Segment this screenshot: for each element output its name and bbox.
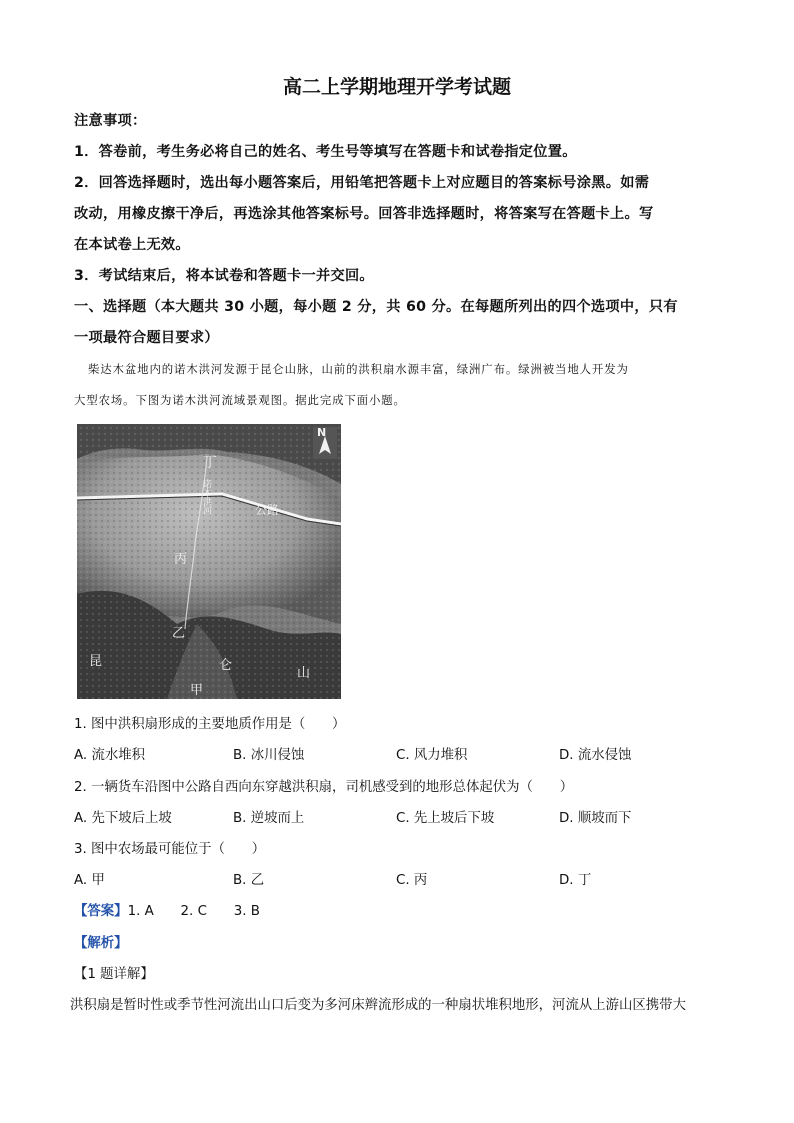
notice-item-2: 2．回答选择题时，选出每小题答案后，用铅笔把答题卡上对应题目的答案标号涂黑。如需	[74, 175, 650, 191]
analysis-text: 洪积扇是暂时性或季节性河流出山口后变为多河床辫流形成的一种扇状堆积地形，河流从上游山区携带大	[70, 998, 686, 1013]
passage-line-1: 柴达木盆地内的诺木洪河发源于昆仑山脉，山前的洪积扇水源丰富，绿洲广布。绿洲被当地人开发为	[88, 362, 629, 376]
q2-option-c: C. 先上坡后下坡	[396, 811, 495, 826]
label-bing: 丙	[174, 552, 188, 567]
question-2-stem: 2. 一辆货车沿图中公路自西向东穿越洪积扇，司机感受到的地形总体起伏为（ ）	[74, 780, 574, 795]
passage-line-2: 大型农场。下图为诺木洪河流域景观图。据此完成下面小题。	[74, 393, 406, 407]
question-1-stem: 1. 图中洪积扇形成的主要地质作用是（ ）	[74, 717, 346, 732]
q3-option-d: D. 丁	[559, 873, 592, 888]
answer-tag: 【答案】	[74, 904, 128, 919]
north-label: N	[317, 426, 327, 439]
q2-option-a: A. 先下坡后上坡	[74, 811, 172, 826]
analysis-tag: 【解析】	[74, 936, 128, 951]
q2-option-d: D. 顺坡而下	[559, 811, 632, 826]
label-river: 诺木洪河	[201, 479, 211, 515]
q3-option-b: B. 乙	[233, 873, 265, 888]
notice-item-2-cont: 改动，用橡皮擦干净后，再选涂其他答案标号。回答非选择题时，将答案写在答题卡上。写	[74, 206, 654, 222]
label-kun: 昆	[89, 654, 103, 669]
q3-option-c: C. 丙	[396, 873, 428, 888]
label-jia: 甲	[190, 683, 204, 698]
q1-option-d: D. 流水侵蚀	[559, 748, 632, 763]
detail-tag: 【1 题详解】	[74, 967, 154, 982]
exam-title: 高二上学期地理开学考试题	[282, 76, 511, 98]
answer-line	[74, 900, 724, 919]
answer-text: 1. A 2. C 3. B	[127, 904, 260, 919]
label-yi: 乙	[172, 626, 186, 641]
q1-option-a: A. 流水堆积	[74, 748, 145, 763]
section-heading-cont: 一项最符合题目要求）	[74, 330, 219, 346]
notice-item-1: 1．答卷前，考生务必将自己的姓名、考生号等填写在答题卡和试卷指定位置。	[74, 144, 577, 160]
notice-item-2-end: 在本试卷上无效。	[74, 237, 190, 253]
notice-heading: 注意事项：	[74, 113, 147, 129]
question-3-stem: 3. 图中农场最可能位于（ ）	[74, 842, 266, 857]
q2-option-b: B. 逆坡而上	[233, 811, 305, 826]
label-shan: 山	[297, 666, 311, 681]
label-lun: 仑	[219, 658, 233, 673]
q3-option-a: A. 甲	[74, 873, 105, 888]
nuomuhong-river-map	[77, 424, 341, 699]
section-heading: 一、选择题（本大题共 30 小题，每小题 2 分，共 60 分。在每题所列出的四个选项中，只有	[74, 299, 678, 315]
notice-item-3: 3．考试结束后，将本试卷和答题卡一并交回。	[74, 268, 374, 284]
label-road: 公路	[255, 503, 280, 517]
label-ding: 丁	[203, 455, 217, 471]
q1-option-b: B. 冰川侵蚀	[233, 748, 305, 763]
q1-option-c: C. 风力堆积	[396, 748, 468, 763]
